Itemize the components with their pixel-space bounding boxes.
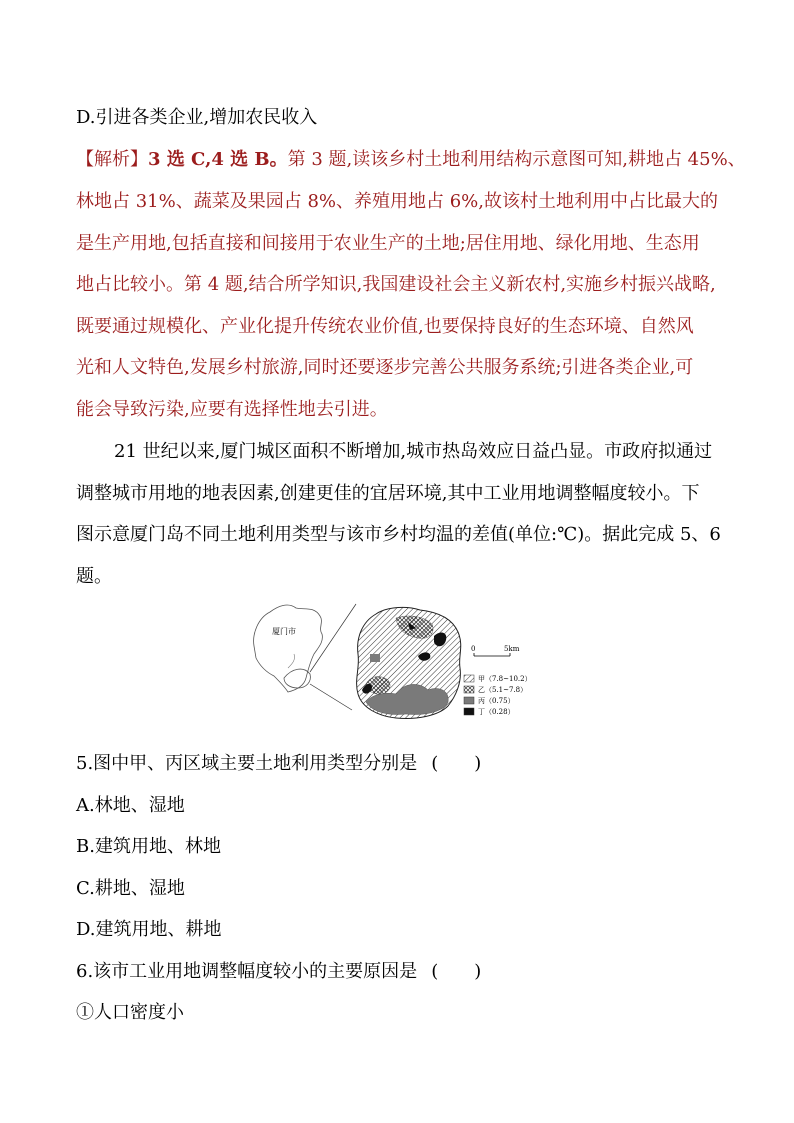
question-5-option-c: C.耕地、湿地 — [76, 878, 185, 899]
analysis-label: 【解析】 — [76, 149, 148, 170]
legend-label-jia: 甲（7.8~10.2） — [478, 675, 532, 683]
legend-swatch-yi — [464, 686, 474, 693]
analysis-line-6: 光和人文特色,发展乡村旅游,同时还要逐步完善公共服务系统;引进各类企业,可 — [76, 357, 694, 378]
passage-line-3: 图示意厦门岛不同土地利用类型与该市乡村均温的差值(单位:℃)。据此完成 5、6 — [76, 524, 721, 545]
legend-swatch-jia — [464, 675, 474, 682]
legend-label-yi: 乙（5.1~7.8） — [478, 686, 528, 694]
question-5-stem — [76, 752, 481, 776]
question-6-stem — [76, 960, 481, 984]
legend-label-ding: 丁（0.28） — [478, 708, 515, 716]
question-5-option-d: D.建筑用地、耕地 — [76, 919, 222, 940]
passage-line-4: 题。 — [76, 566, 112, 587]
analysis-line-3: 是生产用地,包括直接和间接用于农业生产的土地;居住用地、绿化用地、生态用 — [76, 233, 700, 254]
question-5-option-b: B.建筑用地、林地 — [76, 836, 221, 857]
analysis-line-2: 林地占 31%、蔬菜及果园占 8%、养殖用地占 6%,故该村土地利用中占比最大的 — [76, 191, 719, 212]
question-5-option-a: A.林地、湿地 — [76, 795, 185, 816]
answer-key: 3 选 C,4 选 B。 — [148, 149, 288, 170]
inset-label: 厦门市 — [272, 627, 296, 636]
question-5-answer-blank: ( ) — [431, 753, 482, 774]
legend-swatch-bing — [464, 697, 474, 704]
island-map — [357, 607, 461, 718]
question-6-answer-blank: ( ) — [431, 961, 482, 982]
legend-label-bing: 丙（0.75） — [478, 697, 515, 705]
legend-swatch-ding — [464, 708, 474, 715]
question-6-item-1: ①人口密度小 — [76, 1002, 184, 1023]
passage-line-1: 21 世纪以来,厦门城区面积不断增加,城市热岛效应日益凸显。市政府拟通过 — [114, 441, 713, 462]
connector-line-top — [310, 604, 356, 672]
passage-line-2: 调整城市用地的地表因素,创建更佳的宜居环境,其中工业用地调整幅度较小。下 — [76, 483, 700, 504]
question-5-text: 5.图中甲、丙区域主要土地利用类型分别是 — [76, 753, 418, 774]
scale-end: 5km — [504, 645, 520, 653]
scale-zero: 0 — [471, 645, 476, 653]
analysis-line-1 — [76, 148, 746, 172]
xiamen-island-map-figure — [248, 598, 548, 730]
scale-bar — [471, 645, 520, 656]
connector-line-bottom — [310, 684, 352, 710]
analysis-line-5: 既要通过规模化、产业化提升传统农业价值,也要保持良好的生态环境、自然风 — [76, 316, 694, 337]
legend — [464, 675, 532, 716]
inset-map — [254, 605, 323, 692]
region-bing-small — [370, 654, 380, 662]
question-6-text: 6.该市工业用地调整幅度较小的主要原因是 — [76, 961, 418, 982]
previous-option-d: D.引进各类企业,增加农民收入 — [76, 107, 318, 128]
analysis-line-4: 地占比较小。第 4 题,结合所学知识,我国建设社会主义新农村,实施乡村振兴战略, — [76, 274, 716, 295]
analysis-line-7: 能会导致污染,应要有选择性地去引进。 — [76, 399, 388, 420]
analysis-text-1: 第 3 题,读该乡村土地利用结构示意图可知,耕地占 45%、 — [287, 149, 746, 170]
